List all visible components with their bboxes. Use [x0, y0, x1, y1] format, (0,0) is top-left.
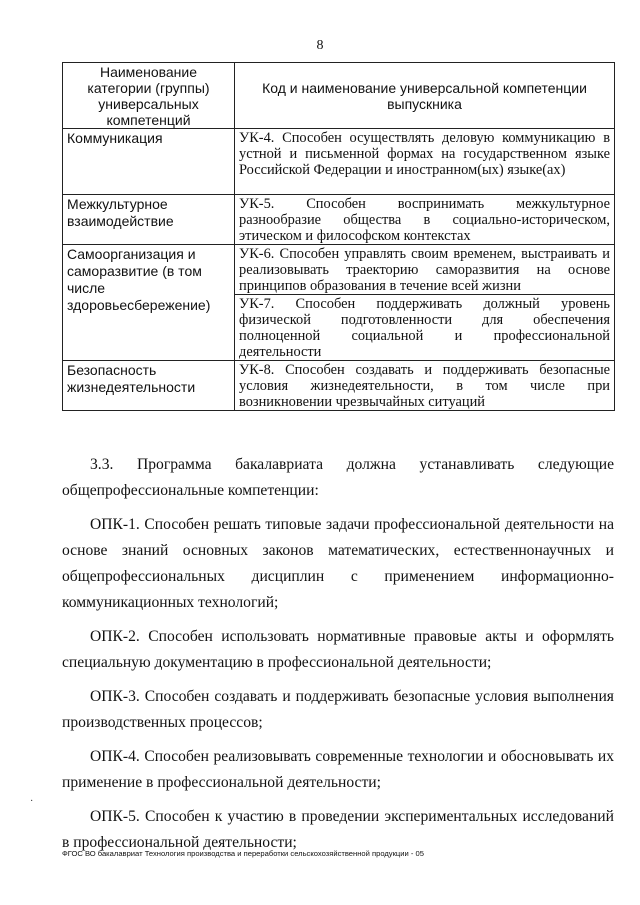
page-number: 8	[316, 38, 324, 53]
page-footer: ФГОС ВО бакалавриат Технология производства и переработки сельскохозяйственной продукции - 05	[62, 849, 424, 858]
table-row	[63, 245, 615, 295]
header-code: Код и наименование универсальной компетенции выпускника	[235, 63, 615, 129]
section-intro: 3.3. Программа бакалавриата должна устанавливать следующие общепрофессиональные компетенции:	[62, 456, 614, 499]
body-text	[62, 452, 614, 864]
category-cell: Коммуникация	[63, 129, 235, 195]
table-row	[63, 195, 615, 245]
category-cell: Безопасность жизнедеятельности	[63, 361, 235, 411]
list-item: ОПК-5. Способен к участию в проведении экспериментальных исследований в профессиональной деятельности;	[62, 808, 614, 851]
table-header-row	[63, 63, 615, 129]
competence-cell: УК-4. Способен осуществлять деловую коммуникацию в устной и письменной формах на государственном языке Российской Федерации и иностранном(ых) языке(ах)	[235, 129, 615, 195]
category-cell: Самоорганизация и саморазвитие (в том числе здоровьесбережение)	[63, 245, 235, 361]
table-row	[63, 361, 615, 411]
competence-cell: УК-5. Способен воспринимать межкультурное разнообразие общества в социально-историческом, этическом и философском контекстах	[235, 195, 615, 245]
list-item: ОПК-4. Способен реализовывать современные технологии и обосновывать их применение в профессиональной деятельности;	[62, 748, 614, 791]
table-row	[63, 129, 615, 195]
list-item: ОПК-3. Способен создавать и поддерживать безопасные условия выполнения производственных процессов;	[62, 688, 614, 731]
scan-mark: ·	[30, 796, 34, 807]
list-item: ОПК-1. Способен решать типовые задачи профессиональной деятельности на основе знаний основных законов математических, естественнонаучных и общепрофессиональных дисциплин с применением информационно-коммуникационных технологий;	[62, 516, 614, 611]
list-item: ОПК-2. Способен использовать нормативные правовые акты и оформлять специальную документацию в профессиональной деятельности;	[62, 628, 614, 671]
competence-cell: УК-7. Способен поддерживать должный уровень физической подготовленности для обеспечения полноценной социальной и профессиональной деятельности	[235, 295, 615, 361]
competence-table	[62, 62, 615, 411]
competence-cell: УК-6. Способен управлять своим временем, выстраивать и реализовывать траекторию саморазвития на основе принципов образования в течение всей жизни	[235, 245, 615, 295]
competence-cell: УК-8. Способен создавать и поддерживать безопасные условия жизнедеятельности, в том числе при возникновении чрезвычайных ситуаций	[235, 361, 615, 411]
header-category: Наименование категории (группы) универсальных компетенций	[63, 63, 235, 129]
category-cell: Межкультурное взаимодействие	[63, 195, 235, 245]
